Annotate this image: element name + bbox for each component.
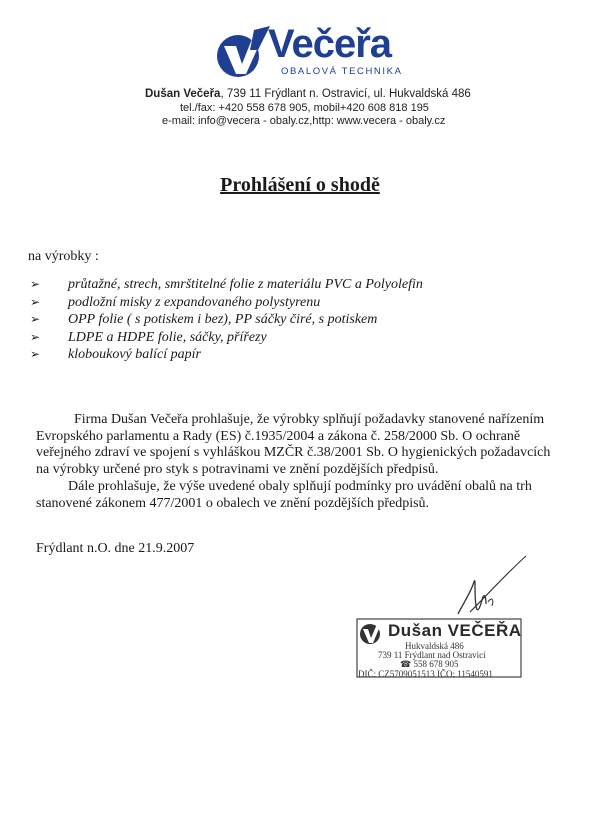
list-item: [30, 346, 570, 364]
stamp-name: Dušan VEČEŘA: [388, 621, 522, 640]
product-text: OPP folie ( s potiskem i bez), PP sáčky čiré, s potiskem: [68, 312, 378, 327]
list-item: [30, 311, 570, 329]
header-contacts: e-mail: info@vecera - obaly.cz,http: www.vecera - obaly.cz: [162, 115, 446, 127]
product-text: průtažné, strech, smrštitelné folie z materiálu PVC a Polyolefin: [68, 277, 423, 292]
owner-name: Dušan Večeřa: [145, 88, 221, 100]
header-phones: tel./fax: +420 558 678 905, mobil+420 608 818 195: [180, 102, 429, 114]
arrow-bullet-icon: ➢: [30, 329, 41, 344]
brand-tagline: OBALOVÁ TECHNIKA: [281, 66, 403, 77]
declaration-body: [36, 412, 576, 512]
list-item: [30, 294, 570, 312]
product-text: LDPE a HDPE folie, sáčky, přířezy: [68, 329, 267, 345]
body-line: Firma Dušan Večeřa prohlašuje, že výrobky splňují požadavky stanovené nařízením: [74, 412, 545, 427]
stamp-phone: ☎ 558 678 905: [400, 659, 459, 669]
address: , 739 11 Frýdlant n. Ostravicí, ul. Hukvaldská 486: [220, 88, 471, 100]
document-title: Prohlášení o shodě: [220, 174, 380, 196]
brand-name: Večeřa: [268, 22, 392, 66]
arrow-bullet-icon: ➢: [30, 277, 41, 291]
arrow-bullet-icon: ➢: [30, 294, 41, 309]
arrow-bullet-icon: ➢: [30, 312, 41, 326]
stamp-city: 739 11 Frýdlant nad Ostravicí: [378, 650, 486, 660]
body-line: stanovené zákonem 477/2001 o obalech ve znění pozdějších předpisů.: [36, 495, 430, 511]
arrow-bullet-icon: ➢: [30, 347, 41, 361]
list-item: [30, 276, 570, 294]
product-list: [30, 276, 570, 364]
stamp-logo-icon: [358, 620, 384, 646]
header-address-line: [145, 88, 471, 101]
product-text: kloboukový balící papír: [68, 347, 201, 362]
stamp-street: Hukvaldská 486: [405, 641, 464, 651]
body-line: Dále prohlašuje, že výše uvedené obaly splňují podmínky pro uvádění obalů na trh: [68, 478, 532, 494]
intro-text: na výrobky :: [28, 249, 99, 264]
body-line: veřejného zdraví ve spojení s vyhláškou MZČR č.38/2001 Sb. O hygienických požadavcích: [36, 445, 551, 461]
place-and-date: Frýdlant n.O. dne 21.9.2007: [36, 541, 195, 556]
body-line: na výrobky určené pro styk s potravinami ve znění pozdějších předpisů.: [36, 462, 439, 478]
stamp-ids: DIČ: CZ5709051513 IČO: 11540591: [358, 669, 493, 679]
product-text: podložní misky z expandovaného polystyrenu: [68, 294, 321, 310]
body-line: Evropského parlamentu a Rady (ES) č.1935/2004 a zákona č. 258/2000 Sb. O ochraně: [36, 428, 521, 444]
list-item: [30, 329, 570, 347]
company-logo-icon: [214, 24, 274, 80]
